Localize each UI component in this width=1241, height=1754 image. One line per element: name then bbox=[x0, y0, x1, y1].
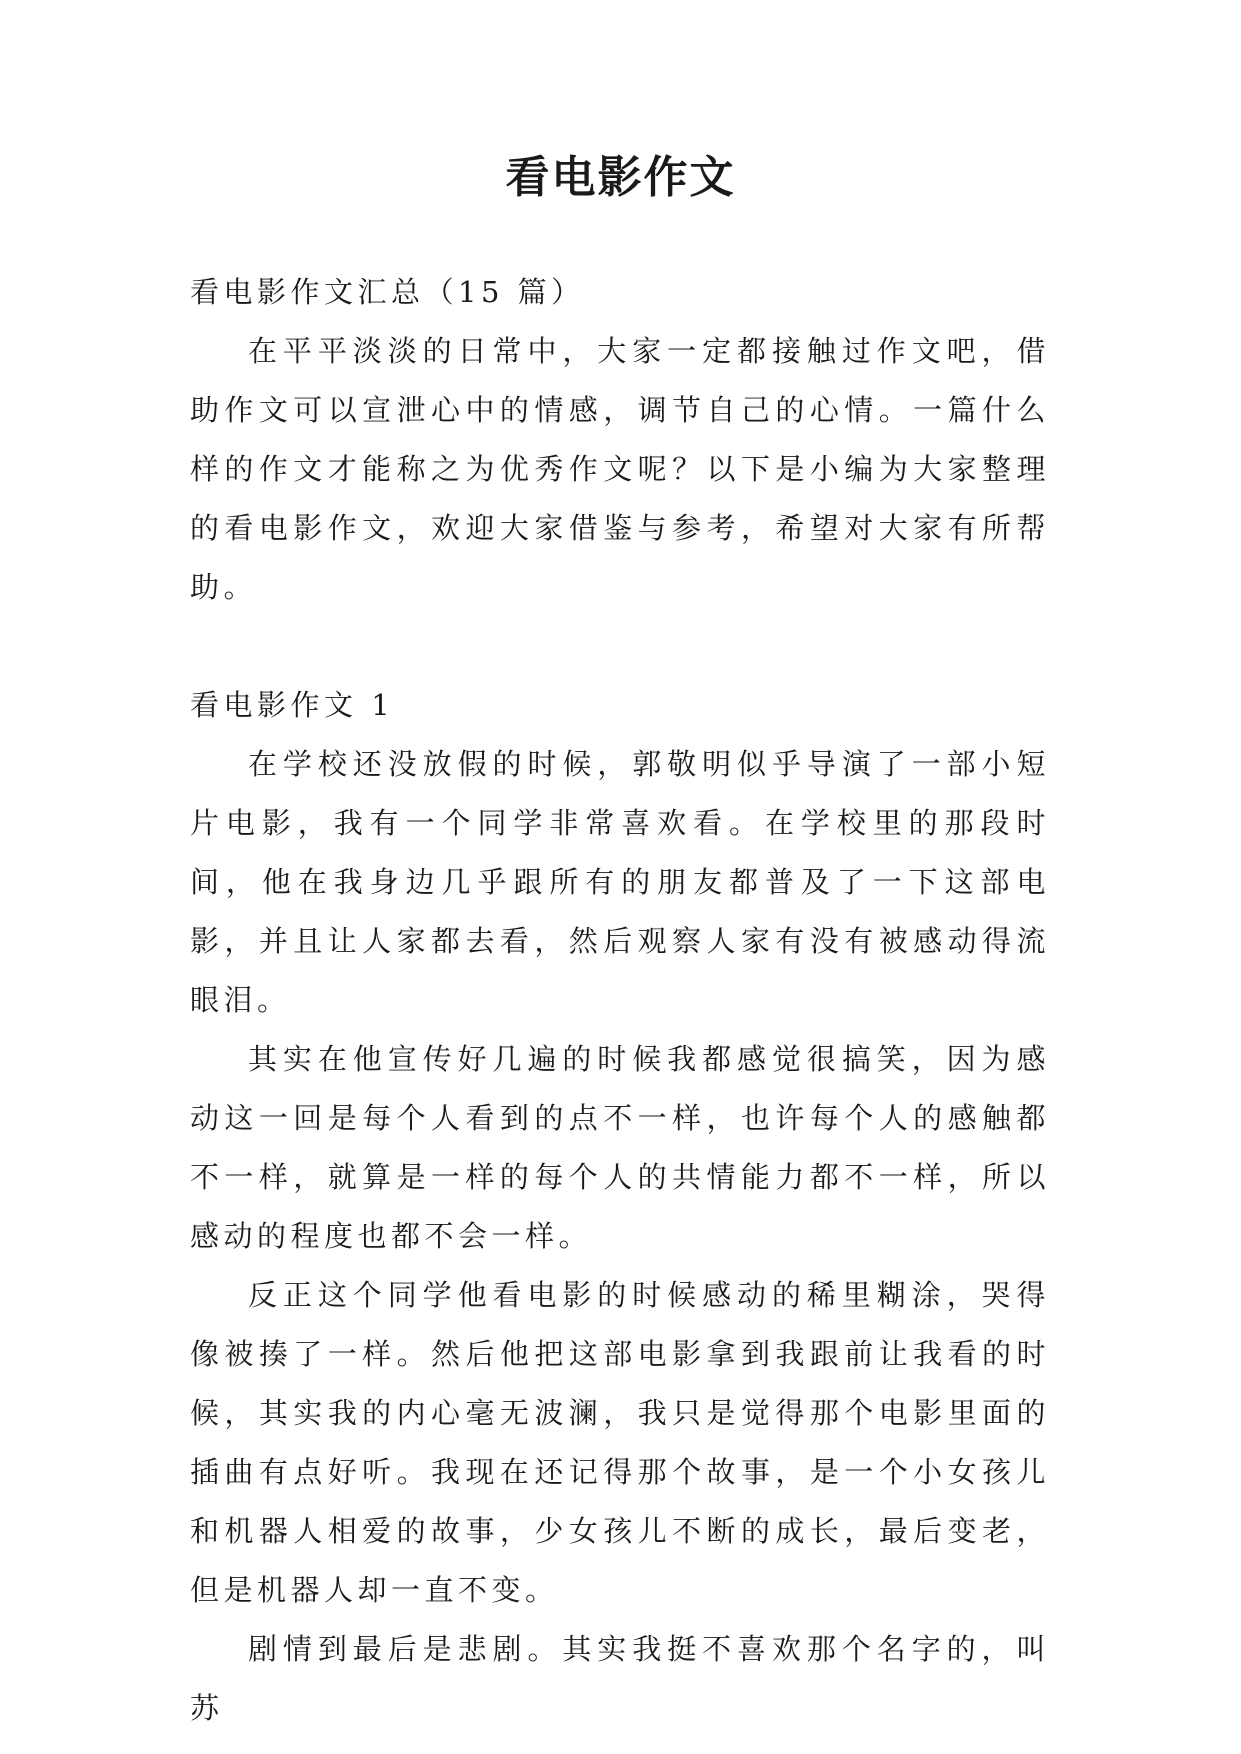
document-body bbox=[190, 263, 1050, 1738]
document-subtitle: 看电影作文汇总（15 篇） bbox=[190, 275, 585, 309]
body-paragraph: 其实在他宣传好几遍的时候我都感觉很搞笑，因为感动这一回是每个人看到的点不一样，也许每个人的感触都不一样，就算是一样的每个人的共情能力都不一样，所以感动的程度也都不会一样。 bbox=[190, 1042, 1050, 1253]
section-heading: 看电影作文 1 bbox=[190, 688, 395, 722]
body-paragraph: 在学校还没放假的时候，郭敬明似乎导演了一部小短片电影，我有一个同学非常喜欢看。在学校里的那段时间，他在我身边几乎跟所有的朋友都普及了一下这部电影，并且让人家都去看，然后观察人家有没有被感动得流眼泪。 bbox=[190, 747, 1050, 1017]
document-title: 看电影作文 bbox=[505, 152, 736, 203]
body-paragraph: 剧情到最后是悲剧。其实我挺不喜欢那个名字的，叫苏 bbox=[190, 1632, 1050, 1725]
section-spacer bbox=[190, 617, 1050, 676]
intro-paragraph: 在平平淡淡的日常中，大家一定都接触过作文吧，借助作文可以宣泄心中的情感，调节自己的心情。一篇什么样的作文才能称之为优秀作文呢？以下是小编为大家整理的看电影作文，欢迎大家借鉴与参考，希望对大家有所帮助。 bbox=[190, 334, 1050, 604]
body-paragraph: 反正这个同学他看电影的时候感动的稀里糊涂，哭得像被揍了一样。然后他把这部电影拿到我跟前让我看的时候，其实我的内心毫无波澜，我只是觉得那个电影里面的插曲有点好听。我现在还记得那个故事，是一个小女孩儿和机器人相爱的故事，少女孩儿不断的成长，最后变老，但是机器人却一直不变。 bbox=[190, 1278, 1050, 1607]
